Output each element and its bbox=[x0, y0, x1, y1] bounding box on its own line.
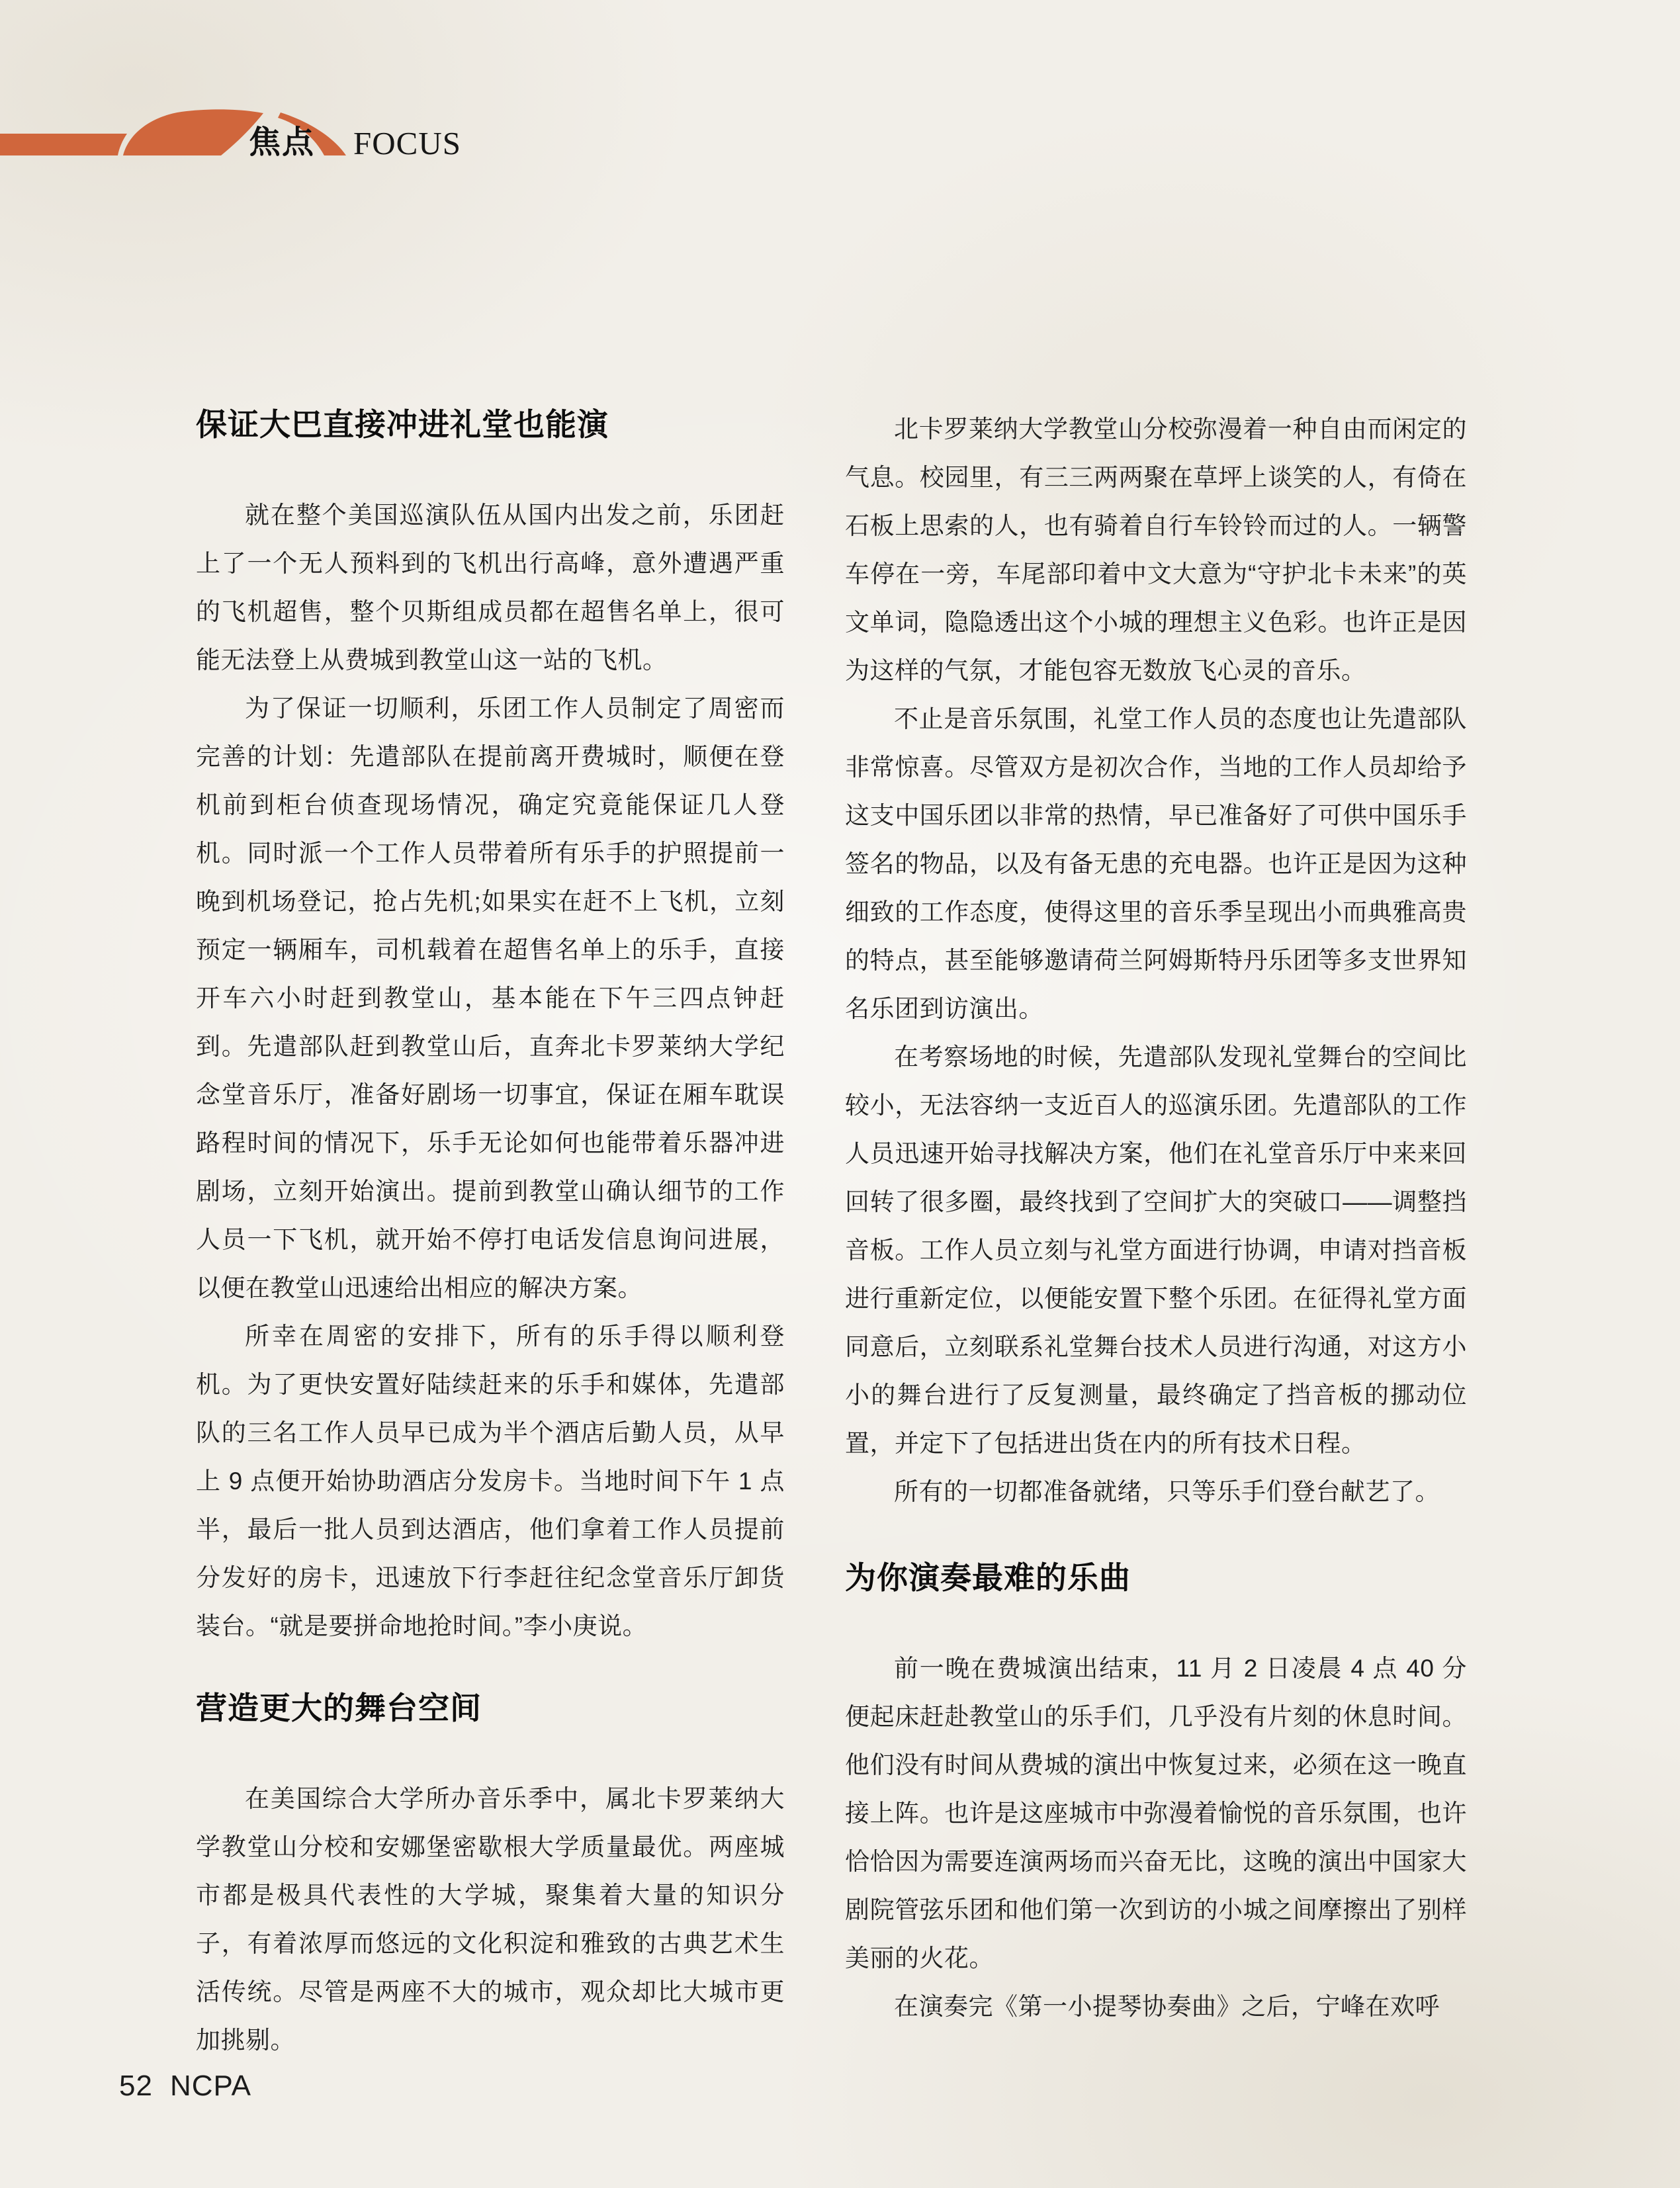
paragraph: 在考察场地的时候，先遣部队发现礼堂舞台的空间比较小，无法容纳一支近百人的巡演乐团。先遣部队的工作人员迅速开始寻找解决方案，他们在礼堂音乐厅中来来回回转了很多圈，最终找到了空间扩大的突破口——调整挡音板。工作人员立刻与礼堂方面进行协调，申请对挡音板进行重新定位，以便能安置下整个乐团。在征得礼堂方面同意后，立刻联系礼堂舞台技术人员进行沟通，对这方小小的舞台进行了反复测量，最终确定了挡音板的挪动位置，并定下了包括进出货在内的所有技术日程。 bbox=[845, 1043, 1467, 1457]
paragraph: 在演奏完《第一小提琴协奏曲》之后，宁峰在欢呼 bbox=[894, 1993, 1440, 2020]
heading-bigger-stage: 营造更大的舞台空间 bbox=[196, 1690, 482, 1726]
section-title-en: FOCUS bbox=[353, 125, 461, 161]
paragraph: 不止是音乐氛围，礼堂工作人员的态度也让先遣部队非常惊喜。尽管双方是初次合作，当地的工作人员却给予这支中国乐团以非常的热情，早已准备好了可供中国乐手签名的物品，以及有备无患的充电器。也许正是因为这种细致的工作态度，使得这里的音乐季呈现出小而典雅高贵的特点，甚至能够邀请荷兰阿姆斯特丹乐团等多支世界知名乐团到访演出。 bbox=[845, 705, 1467, 1022]
paragraph: 就在整个美国巡演队伍从国内出发之前，乐团赶上了一个无人预料到的飞机出行高峰，意外遭遇严重的飞机超售，整个贝斯组成员都在超售名单上，很可能无法登上从费城到教堂山这一站的飞机。 bbox=[196, 502, 785, 674]
paragraph: 为了保证一切顺利，乐团工作人员制定了周密而完善的计划：先遣部队在提前离开费城时，顺便在登机前到柜台侦查现场情况，确定究竟能保证几人登机。同时派一个工作人员带着所有乐手的护照提前一晚到机场登记，抢占先机;如果实在赶不上飞机，立刻预定一辆厢车，司机载着在超售名单上的乐手，直接开车六小时赶到教堂山，基本能在下午三四点钟赶到。先遣部队赶到教堂山后，直奔北卡罗莱纳大学纪念堂音乐厅，准备好剧场一切事宜，保证在厢车耽误路程时间的情况下，乐手无论如何也能带着乐器冲进剧场，立刻开始演出。提前到教堂山确认细节的工作人员一下飞机，就开始不停打电话发信息询问进展，以便在教堂山迅速给出相应的解决方案。 bbox=[196, 695, 785, 1301]
paragraph: 所幸在周密的安排下，所有的乐手得以顺利登机。为了更快安置好陆续赶来的乐手和媒体，先遣部队的三名工作人员早已成为半个酒店后勤人员，从早上 9 点便开始协助酒店分发房卡。当地时间下午 1 点半，最后一批人员到达酒店，他们拿着工作人员提前分发好的房卡，迅速放下行李赶往纪念堂音乐厅卸货装台。“就是要拼命地抢时间。”李小庚说。 bbox=[196, 1323, 785, 1640]
paragraph: 在美国综合大学所办音乐季中，属北卡罗莱纳大学教堂山分校和安娜堡密歇根大学质量最优。两座城市都是极具代表性的大学城，聚集着大量的知识分子，有着浓厚而悠远的文化积淀和雅致的古典艺术生活传统。尽管是两座不大的城市，观众却比大城市更加挑剔。 bbox=[196, 1785, 785, 2054]
paragraph: 所有的一切都准备就绪，只等乐手们登台献艺了。 bbox=[894, 1478, 1440, 1505]
paragraph: 前一晚在费城演出结束，11 月 2 日凌晨 4 点 40 分便起床赶赴教堂山的乐手们，几乎没有片刻的休息时间。他们没有时间从费城的演出中恢复过来，必须在这一晚直接上阵。也许是这座城市中弥漫着愉悦的音乐氛围，也许恰恰因为需要连演两场而兴奋无比，这晚的演出中国家大剧院管弦乐团和他们第一次到访的小城之间摩擦出了别样美丽的火花。 bbox=[845, 1655, 1467, 1972]
section-title-zh: 焦点 bbox=[249, 125, 316, 160]
focus-ribbon-icon bbox=[0, 0, 476, 198]
magazine-brand: NCPA bbox=[169, 2070, 251, 2102]
right-column bbox=[845, 405, 1467, 2031]
page-footer bbox=[119, 2070, 251, 2103]
heading-guarantee-bus: 保证大巴直接冲进礼堂也能演 bbox=[196, 407, 609, 442]
paragraph: 北卡罗莱纳大学教堂山分校弥漫着一种自由而闲定的气息。校园里，有三三两两聚在草坪上谈笑的人，有倚在石板上思索的人，也有骑着自行车铃铃而过的人。一辆警车停在一旁，车尾部印着中文大意为“守护北卡未来”的英文单词，隐隐透出这个小城的理想主义色彩。也许正是因为这样的气氛，才能包容无数放飞心灵的音乐。 bbox=[845, 416, 1467, 684]
heading-hardest-piece: 为你演奏最难的乐曲 bbox=[845, 1560, 1131, 1595]
page-number: 52 bbox=[119, 2070, 153, 2102]
left-column bbox=[196, 405, 785, 2064]
